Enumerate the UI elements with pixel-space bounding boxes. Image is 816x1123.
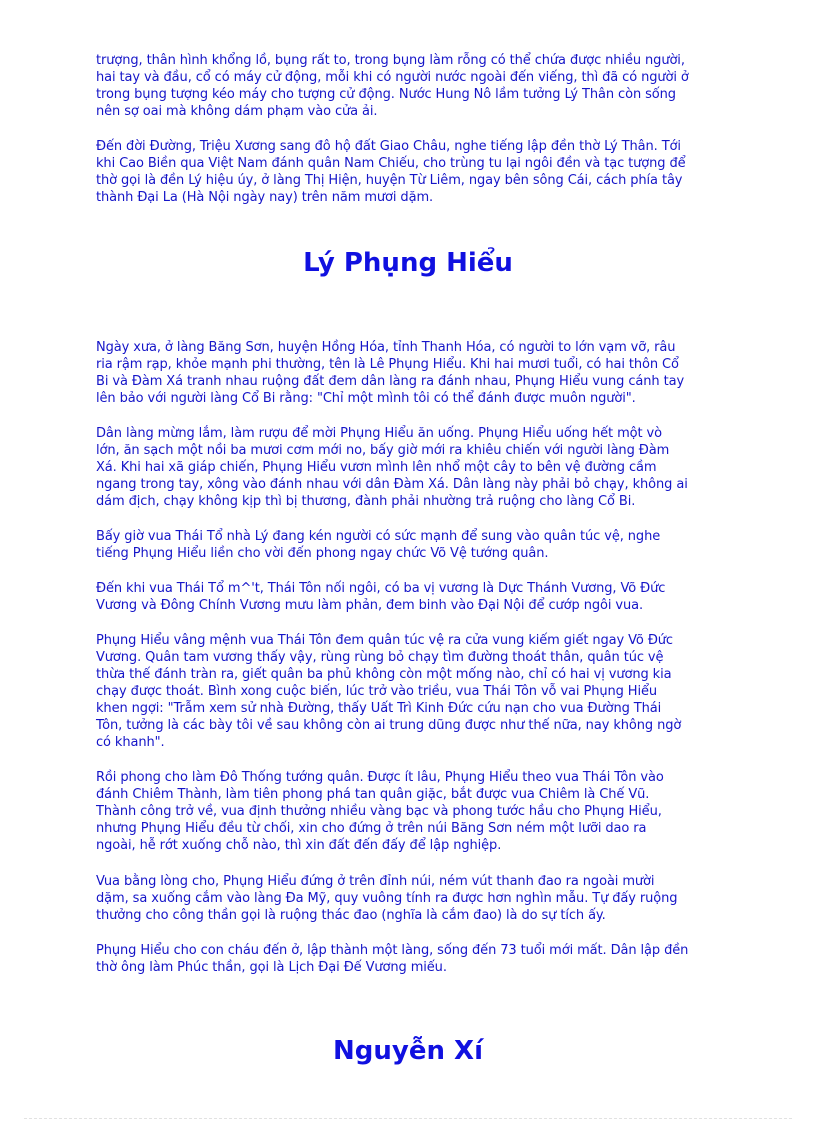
body-paragraph-8: Phụng Hiểu cho con cháu đến ở, lập thành một làng, sống đến 73 tuổi mới mất. Dân lập đền thờ ông làm Phúc thần, gọi là Lịch Đại Đế Vương miếu. xyxy=(96,943,689,975)
body-paragraph-2: Dân làng mừng lắm, làm rượu để mời Phụng Hiểu ăn uống. Phụng Hiểu uống hết một vò lớn, ăn sạch một nồi ba mươi cơm mới no, bấy giờ mới ra khiêu chiến với người làng Đàm Xá. Khi hai xã giáp chiến, Phụng Hiểu vươn mình lên nhổ một cây to bên vệ đường cầm ngang trong tay, xông vào đánh nhau với dân Đàm Xá. Dân làng này phải bỏ chạy, không ai dám địch, chạy không kịp thì bị thương, đành phải nhường trả ruộng cho làng Cổ Bi. xyxy=(96,426,688,509)
intro-paragraph-1: trượng, thân hình khổng lồ, bụng rất to, trong bụng làm rỗng có thể chứa được nhiều người, hai tay và đầu, cổ có máy cử động, mỗi khi có người nước ngoài đến viếng, thì đã có người ở trong bụng tượng kéo máy cho tượng cử động. Nước Hung Nô lầm tưởng Lý Thân còn sống nên sợ oai mà không dám phạm vào cửa ải. xyxy=(96,53,689,119)
body-paragraph-6: Rồi phong cho làm Đô Thống tướng quân. Được ít lâu, Phụng Hiểu theo vua Thái Tôn vào đánh Chiêm Thành, làm tiên phong phá tan quân giặc, bắt được vua Chiêm là Chế Vũ. Thành công trở về, vua định thưởng nhiều vàng bạc và phong tước hầu cho Phụng Hiểu, nhưng Phụng Hiểu đều từ chối, xin cho đứng ở trên núi Băng Sơn ném một lưỡi dao ra ngoài, hễ rớt xuống chỗ nào, thì xin đất đến đấy để lập nghiệp. xyxy=(96,770,664,853)
body-paragraph-7: Vua bằng lòng cho, Phụng Hiểu đứng ở trên đỉnh núi, ném vút thanh đao ra ngoài mười dặm, sa xuống cắm vào làng Đa Mỹ, quy vuông tính ra được hơn nghìn mẫu. Tự đấy ruộng thưởng cho công thần gọi là ruộng thác đao (nghĩa là cắm đao) là do sự tích ấy. xyxy=(96,874,678,923)
body-paragraph-3: Bấy giờ vua Thái Tổ nhà Lý đang kén người có sức mạnh để sung vào quân túc vệ, nghe tiếng Phụng Hiểu liền cho vời đến phong ngay chức Võ Vệ tướng quân. xyxy=(96,529,661,561)
body-paragraph-1: Ngày xưa, ở làng Băng Sơn, huyện Hồng Hóa, tỉnh Thanh Hóa, có người to lớn vạm vỡ, râu ria rậm rạp, khỏe mạnh phi thường, tên là Lê Phụng Hiểu. Khi hai mươi tuổi, có hai thôn Cổ Bi và Đàm Xá tranh nhau ruộng đất đem dân làng ra đánh nhau, Phụng Hiểu vung cánh tay lên bảo với người làng Cổ Bi rằng: "Chỉ một mình tôi có thể đánh được muôn người". xyxy=(96,340,685,406)
section-heading-ly-phung-hieu: Lý Phụng Hiểu xyxy=(303,248,513,278)
page-bottom-divider xyxy=(24,1118,792,1119)
section-heading-nguyen-xi: Nguyễn Xí xyxy=(333,1036,483,1066)
body-paragraph-5: Phụng Hiểu vâng mệnh vua Thái Tôn đem quân túc vệ ra cửa vung kiếm giết ngay Võ Đức Vương. Quân tam vương thấy vậy, rùng rùng bỏ chạy tìm đường thoát thân, quân túc vệ thừa thế đánh tràn ra, giết quân ba phủ không còn một mống nào, chỉ có hai vị vương kia chạy được thoát. Bình xong cuộc biến, lúc trở vào triều, vua Thái Tôn vỗ vai Phụng Hiểu khen ngợi: "Trẫm xem sử nhà Đường, thấy Uất Trì Kinh Đức cứu nạn cho vua Đường Thái Tôn, tưởng là các bày tôi về sau không còn ai trung dũng được như thế nữa, nay không ngờ có khanh". xyxy=(96,633,682,750)
body-paragraph-4: Đến khi vua Thái Tổ m^'t, Thái Tôn nối ngôi, có ba vị vương là Dực Thánh Vương, Võ Đức Vương và Đông Chính Vương mưu làm phản, đem binh vào Đại Nội để cướp ngôi vua. xyxy=(96,581,666,613)
intro-paragraph-2: Đến đời Đường, Triệu Xương sang đô hộ đất Giao Châu, nghe tiếng lập đền thờ Lý Thân. Tới khi Cao Biền qua Việt Nam đánh quân Nam Chiếu, cho trùng tu lại ngôi đền và tạc tượng để thờ gọi là đền Lý hiệu úy, ở làng Thị Hiện, huyện Từ Liêm, ngay bên sông Cái, cách phía tây thành Đại La (Hà Nội ngày nay) trên năm mươi dặm. xyxy=(96,139,686,205)
